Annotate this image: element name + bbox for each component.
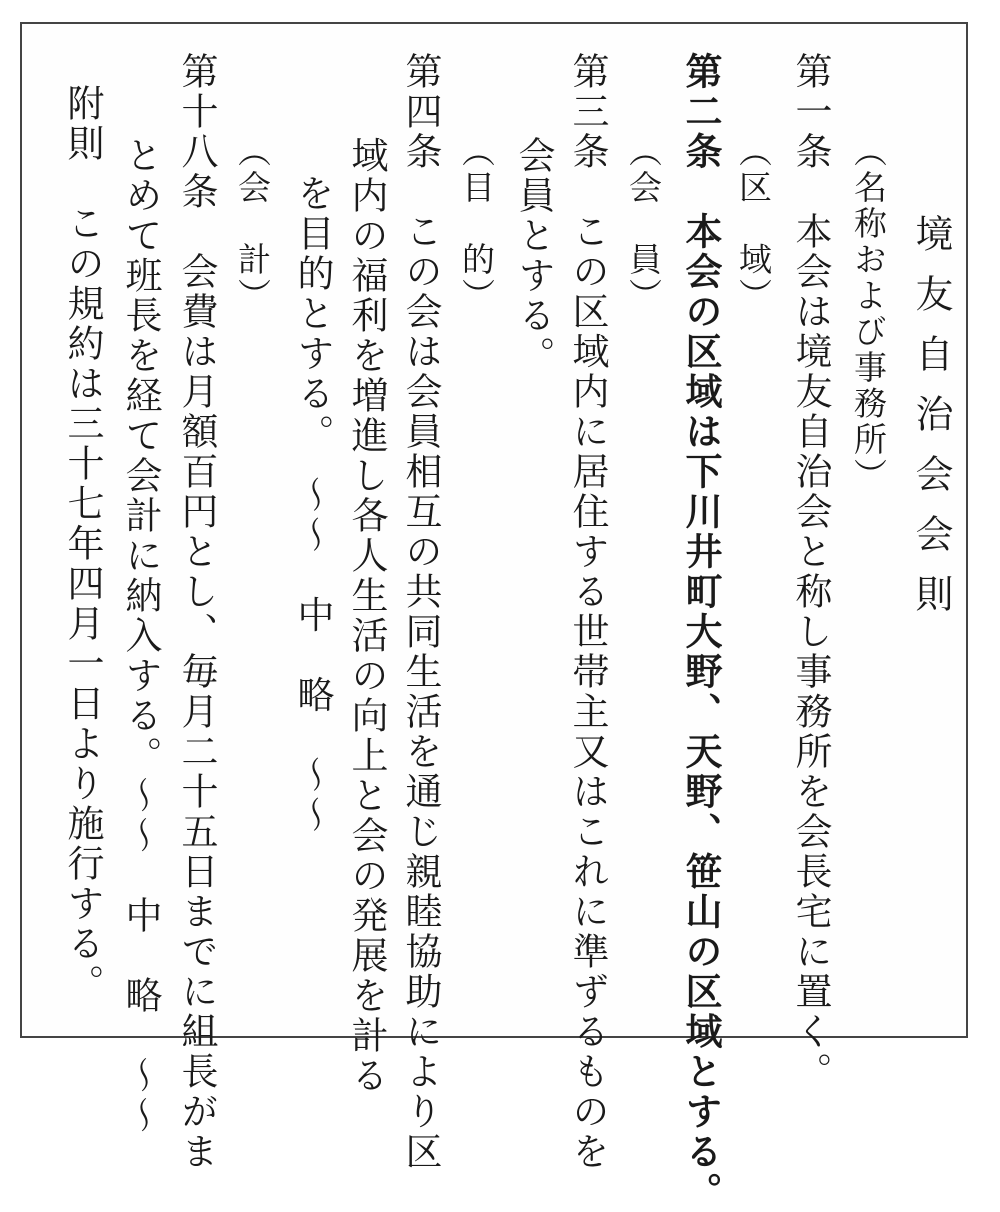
article-2: 第二条 本会の区域は下川井町大野、天野、笹山の区域とする。 xyxy=(679,52,723,1212)
heading-name-and-office: （名称および事務所） xyxy=(849,134,888,494)
article-1: 第一条 本会は境友自治会と称し事務所を会長宅に置く。 xyxy=(789,52,832,1092)
heading-area: （区 域） xyxy=(734,134,773,314)
article-4-line-3: を目的とする。 〜〜 中 略 〜〜 xyxy=(291,174,334,836)
article-4-line-2: 域内の福利を増進し各人生活の向上と会の発展を計る xyxy=(345,136,388,1096)
article-3-line-1: 第三条 この区域内に居住する世帯主又はこれに準ずるものを xyxy=(566,52,609,1172)
article-4-line-1: 第四条 この会は会員相互の共同生活を通じ親睦協助により区 xyxy=(399,52,442,1172)
supplementary-provision: 附則 この規約は三十七年四月一日より施行する。 xyxy=(61,84,104,1004)
document-frame xyxy=(20,22,968,1212)
heading-accounting: （会 計） xyxy=(233,134,272,314)
heading-member: （会 員） xyxy=(624,134,663,314)
document-title: 境友自治会会則 xyxy=(909,214,953,634)
article-18-line-2: とめて班長を経て会計に納入する。〜〜 中 略 〜〜 xyxy=(119,136,162,1136)
heading-purpose: （目 的） xyxy=(457,134,496,314)
article-18-line-1: 第十八条 会費は月額百円とし、毎月二十五日までに組長がま xyxy=(175,52,218,1172)
article-3-line-2: 会員とする。 xyxy=(512,136,555,376)
